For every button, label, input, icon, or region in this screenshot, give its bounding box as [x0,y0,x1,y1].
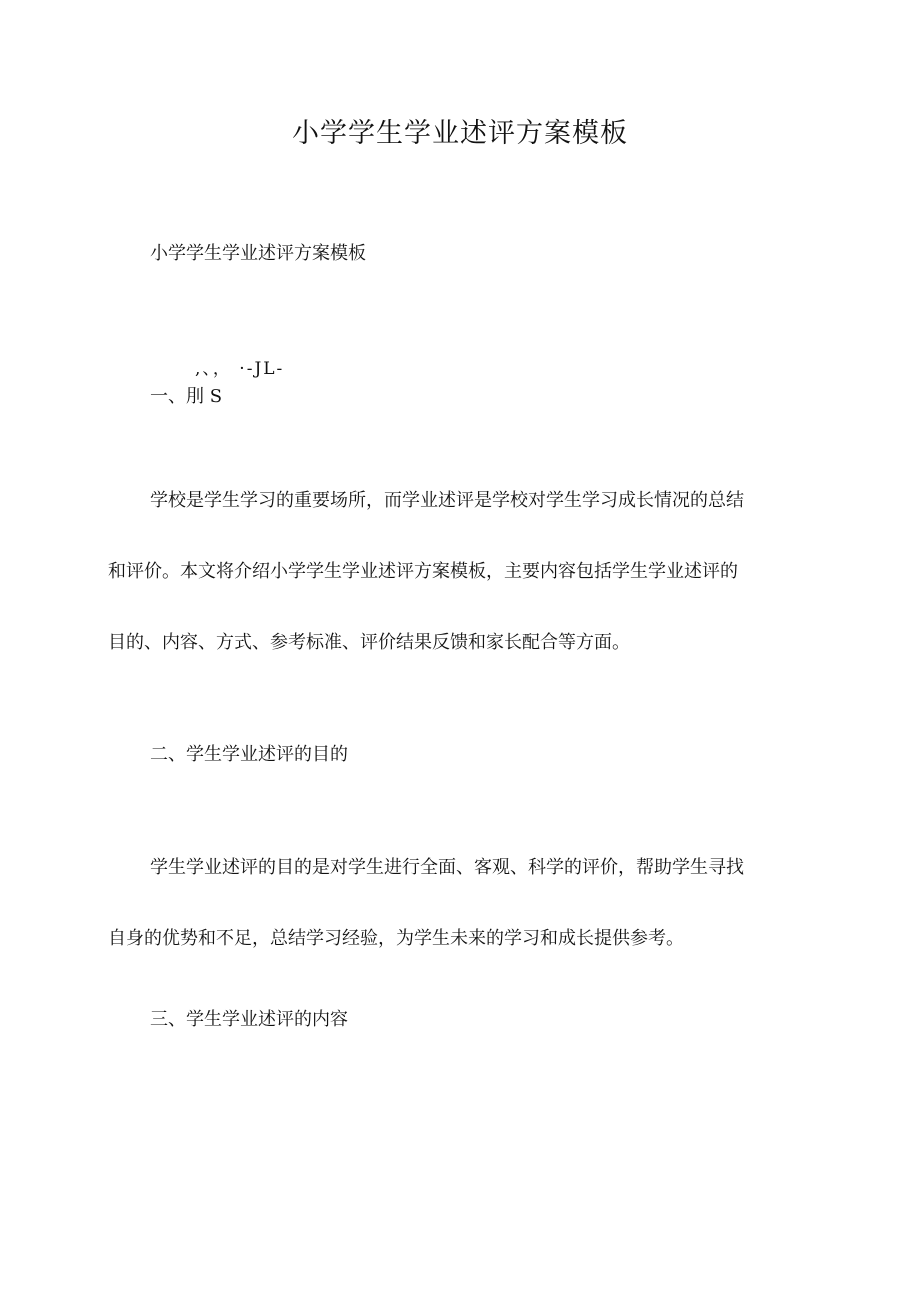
paragraph-line: 自身的优势和不足，总结学习经验，为学生未来的学习和成长提供参考。 [108,928,684,949]
garbled-text-line: ,、， ·-JL- [195,359,285,379]
paragraph-line: 学校是学生学习的重要场所，而学业述评是学校对学生学习成长情况的总结 [150,490,744,511]
document-subtitle: 小学学生学业述评方案模板 [150,243,366,264]
document-title: 小学学生学业述评方案模板 [292,118,628,149]
paragraph-line: 目的、内容、方式、参考标准、评价结果反馈和家长配合等方面。 [108,632,630,653]
section-heading-foreword: 一、刖 S [150,386,223,407]
paragraph-line: 和评价。本文将介绍小学学生学业述评方案模板，主要内容包括学生学业述评的 [108,561,738,582]
paragraph-line: 学生学业述评的目的是对学生进行全面、客观、科学的评价，帮助学生寻找 [150,857,744,878]
section-heading-purpose: 二、学生学业述评的目的 [150,744,348,765]
section-heading-content: 三、学生学业述评的内容 [150,1009,348,1030]
